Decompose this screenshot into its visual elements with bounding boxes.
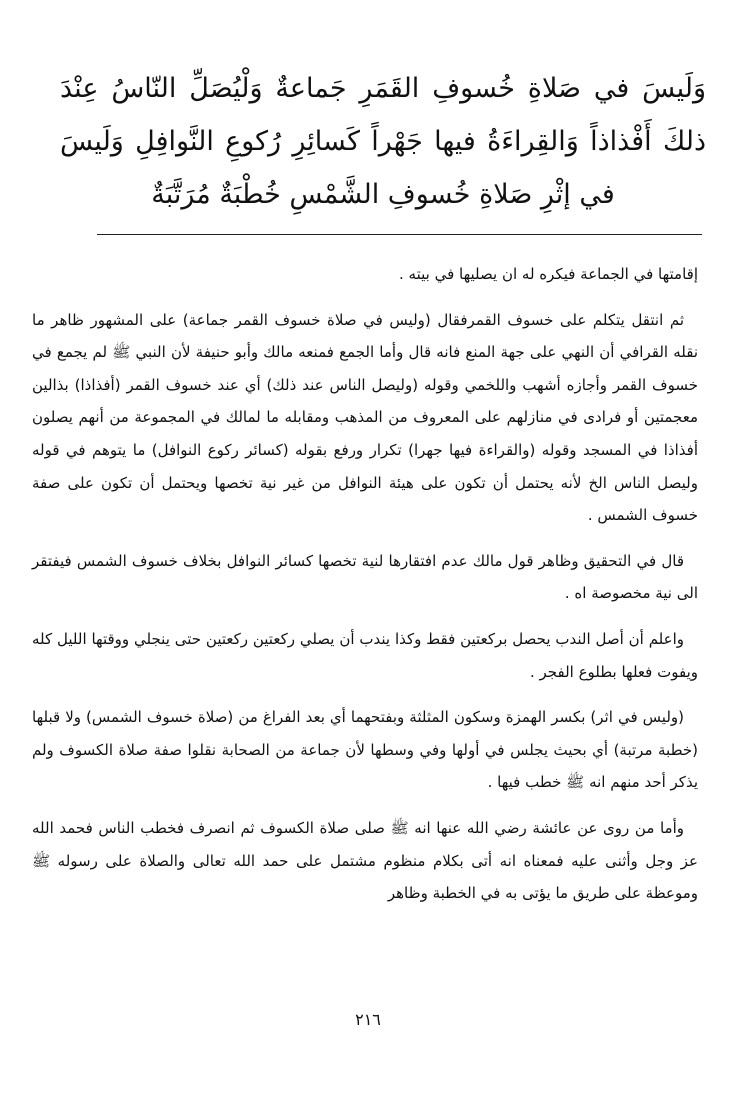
commentary-paragraph: ثم انتقل يتكلم على خسوف القمرفقال (وليس في صلاة خسوف القمر جماعة) على المشهور ظاهر ما نقله القرافي أن النهي على جهة المنع فانه قال وأما الجمع فمنعه مالك وأبو حنيفة لأن النبي ﷺ لم يجمع في خسوف القمر وأجازه أشهب واللخمي وقوله (وليصل الناس عند ذلك) أي عند خسوف القمر (أفذاذا) بذالين معجمتين أو فرادى في منازلهم على المعروف من المذهب ومقابله ما لمالك في المجموعة من أنهم يصلون أفذاذا في المسجد وقوله (والقراءة فيها جهرا) تكرار ورفع بقوله (كسائر ركوع النوافل) ما يتوهم في قوله وليصل الناس الخ لأنه يحتمل أن تكون على هيئة النوافل من غير نية تخصها ويحتمل أن تكون على صفة خسوف الشمس . — [32, 310, 698, 525]
commentary-paragraph: وأما من روى عن عائشة رضي الله عنها انه ﷺ صلى صلاة الكسوف ثم انصرف فخطب الناس فحمد الله عز وجل وأثنى عليه فمعناه انه أتى بكلام منظوم مشتمل على حمد الله تعالى والصلاة على رسوله ﷺ وموعظة على طريق ما يؤتى به في الخطبة وظاهر — [32, 818, 698, 903]
matn-text: وَلَيسَ في صَلاةِ خُسوفِ القَمَرِ جَماعةٌ وَلْيُصَلِّ النّاسُ عِنْدَ ذلكَ أَفْذاذاً وَالقِراءَةُ فيها جَهْراً كَسائِرِ رُكوعِ النَّوافِلِ وَلَيسَ في إثْرِ صَلاةِ خُسوفِ الشَّمْسِ خُطْبَةٌ مُرَتَّبَةٌ — [60, 73, 706, 210]
page-number: ٢١٦ — [355, 1010, 381, 1029]
commentary-paragraph: واعلم أن أصل الندب يحصل بركعتين فقط وكذا يندب أن يصلي ركعتين ركعتين حتى ينجلي ووقتها الليل كله ويفوت فعلها بطلوع الفجر . — [32, 629, 698, 681]
commentary-paragraph: إقامتها في الجماعة فيكره له ان يصليها في بيته . — [399, 265, 698, 283]
separator-rule — [97, 234, 702, 235]
commentary-paragraph: قال في التحقيق وظاهر قول مالك عدم افتقارها لنية تخصها كسائر النوافل بخلاف خسوف الشمس فيفتقر الى نية مخصوصة اه . — [32, 551, 698, 603]
commentary-paragraph: (وليس في اثر) بكسر الهمزة وسكون المثلثة وبفتحهما أي بعد الفراغ من (صلاة خسوف الشمس) ولا قبلها (خطبة مرتبة) أي بحيث يجلس في أولها وفي وسطها لأن جماعة من الصحابة نقلوا صفة صلاة الكسوف ولم يذكر أحد منهم انه ﷺ خطب فيها . — [32, 708, 698, 792]
commentary — [32, 258, 698, 923]
